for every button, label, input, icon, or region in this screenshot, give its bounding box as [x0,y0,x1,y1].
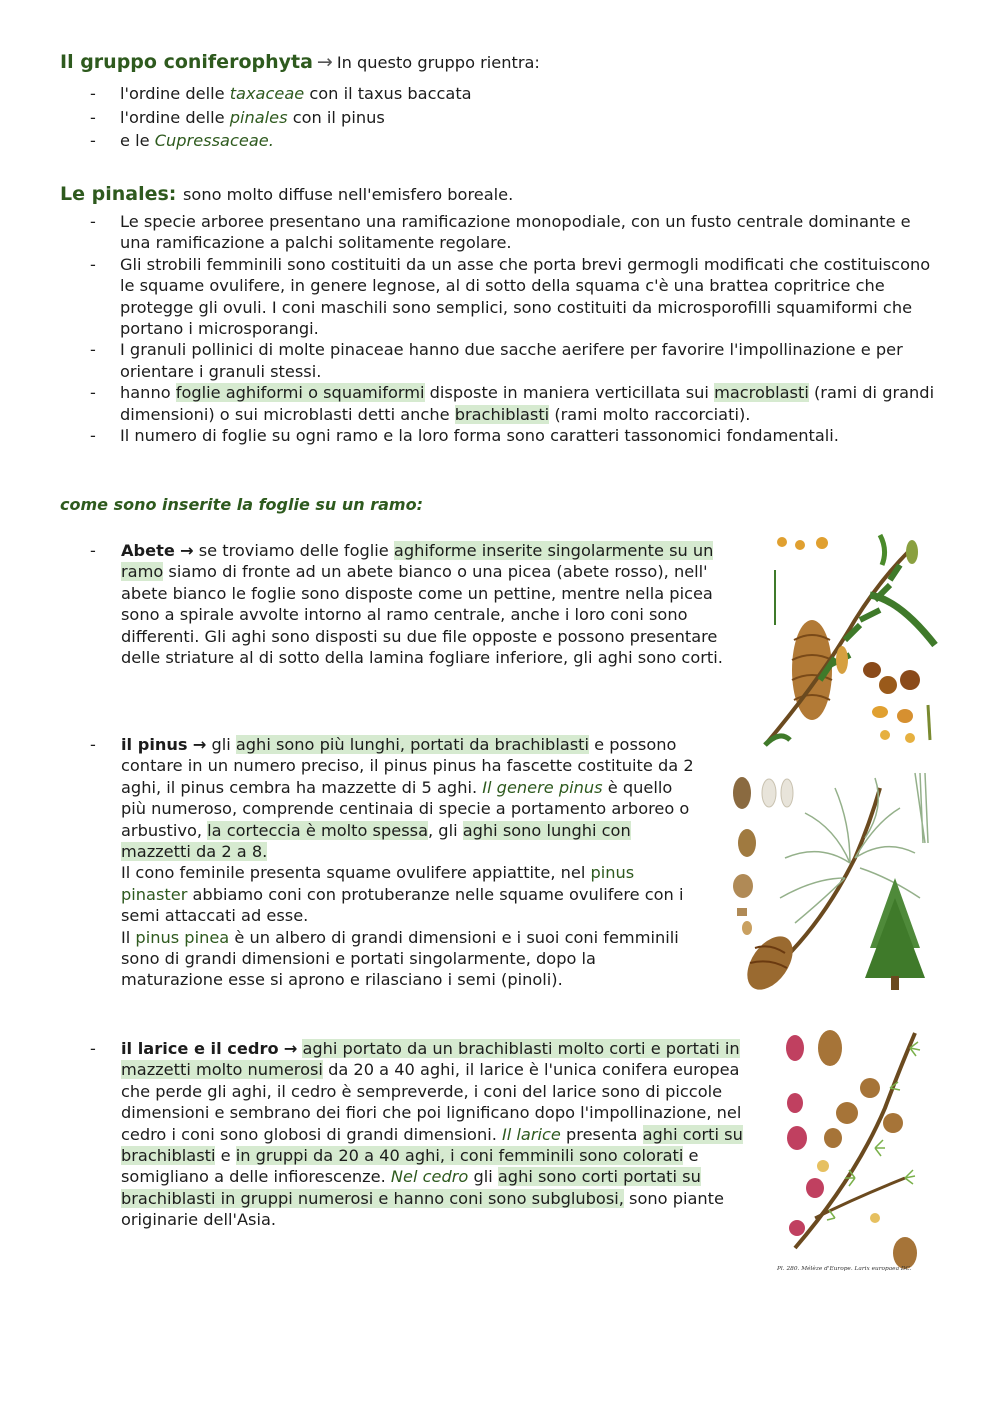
arrow-icon: → [179,541,194,560]
abete-label: Abete [121,541,175,560]
abete-paragraph: - Abete → se troviamo delle foglie aghiforme inserite singolarmente su un ramo siamo di fronte ad un abete bianco o una picea (abete rosso), nell' abete bianco le foglie sono disposte come un pettine, mentre nella picea sono a spirale avvolte intorno al ramo centrale, anche i loro coni sono differenti. Gli aghi sono disposti su due file opposte e possono presentare delle striature al di sotto della lamina fogliare inferiore, gli aghi sono corti. [90,541,723,668]
subheading: come sono inserite la foglie su un ramo: [60,495,423,514]
list-item: - l'ordine delle taxaceae con il taxus baccata [90,82,950,106]
larice-illustration [775,1028,935,1273]
arrow-icon: → [283,1039,298,1058]
pinus-label: il pinus [121,735,188,754]
list-item: - Il numero di foglie su ogni ramo e la loro forma sono caratteri tassonomici fondamentali. [90,425,940,446]
pinus-paragraph: - il pinus → gli aghi sono più lunghi, portati da brachiblasti e possono contare in un numero preciso, il pinus pinus ha fascette costituite da 2 aghi, il pinus cembra ha mazzette di 5 aghi. Il genere pinus è quello più numeroso, comprende centinaia di specie a portamento arboreo o arbustivo, la corteccia è molto spessa, gli aghi sono lunghi con mazzetti da 2 a 8. Il cono feminile presenta squame ovulifere appiattite, nel pinus pinaster abbiamo coni con protuberanze nelle squame ovulifere con i semi attaccati ad esse. Il pinus pinea è un albero di grandi dimensioni e i suoi coni femminili sono di grandi dimensioni e portati singolarmente, dopo la maturazione esse si aprono e rilasciano i semi (pinoli). [90,735,694,990]
section-coniferophyta-title: Il gruppo coniferophyta → In questo gruppo rientra: [60,51,540,73]
coniferophyta-list [90,82,950,153]
pinus-illustration [725,768,940,996]
larice-label: il larice e il cedro [121,1039,279,1058]
larice-paragraph: - il larice e il cedro → aghi portato da un brachiblasti molto corti e portati in mazzetti molto numerosi da 20 a 40 aghi, il larice è l'unica conifera europea che perde gli aghi, il cedro è sempreverde, i coni del larice sono di piccole dimensioni e sembrano dei fiori che poi lignificano dopo l'impollinazione, nel cedro i coni sono globosi di grandi dimensioni. Il larice presenta aghi corti su brachiblasti e in gruppi da 20 a 40 aghi, i coni femminili sono colorati e somigliano a delle infiorescenze. Nel cedro gli aghi sono corti portati su brachiblasti in gruppi numerosi e hanno coni sono subglubosi, sono piante originarie dell'Asia. [90,1039,743,1230]
list-item: - l'ordine delle pinales con il pinus [90,106,950,130]
list-item: - Gli strobili femminili sono costituiti da un asse che porta brevi germogli modificati che costituiscono le squame ovulifere, in genere legnose, al di sotto della squama c'è una brattea copritrice che protegge gli ovuli. I coni maschili sono semplici, sono costituiti da microsporofilli squamiformi che portano i microsporangi. [90,254,940,340]
plate-caption: Pl. 280. Mélèze d'Europe. Larix europaea DC. [777,1266,912,1272]
arrow-icon: → [316,51,333,73]
section-pinales-title: Le pinales: sono molto diffuse nell'emisfero boreale. [60,183,514,205]
arrow-icon: → [192,735,207,754]
section-coniferophyta-intro: In questo gruppo rientra: [336,53,540,72]
list-item: - Le specie arboree presentano una ramificazione monopodiale, con un fusto centrale dominante e una ramificazione a palchi solitamente regolare. [90,211,940,254]
list-item: - hanno foglie aghiformi o squamiformi disposte in maniera verticillata sui macroblasti (rami di grandi dimensioni) o sui microblasti detti anche brachiblasti (rami molto raccorciati). [90,382,940,425]
list-item: - I granuli pollinici di molte pinaceae hanno due sacche aerifere per favorire l'impollinazione e per orientare i granuli stessi. [90,339,940,382]
section-pinales-intro: sono molto diffuse nell'emisfero boreale. [183,185,514,204]
abete-illustration [760,530,940,748]
pinales-list [90,211,940,446]
list-item: - e le Cupressaceae. [90,129,950,153]
